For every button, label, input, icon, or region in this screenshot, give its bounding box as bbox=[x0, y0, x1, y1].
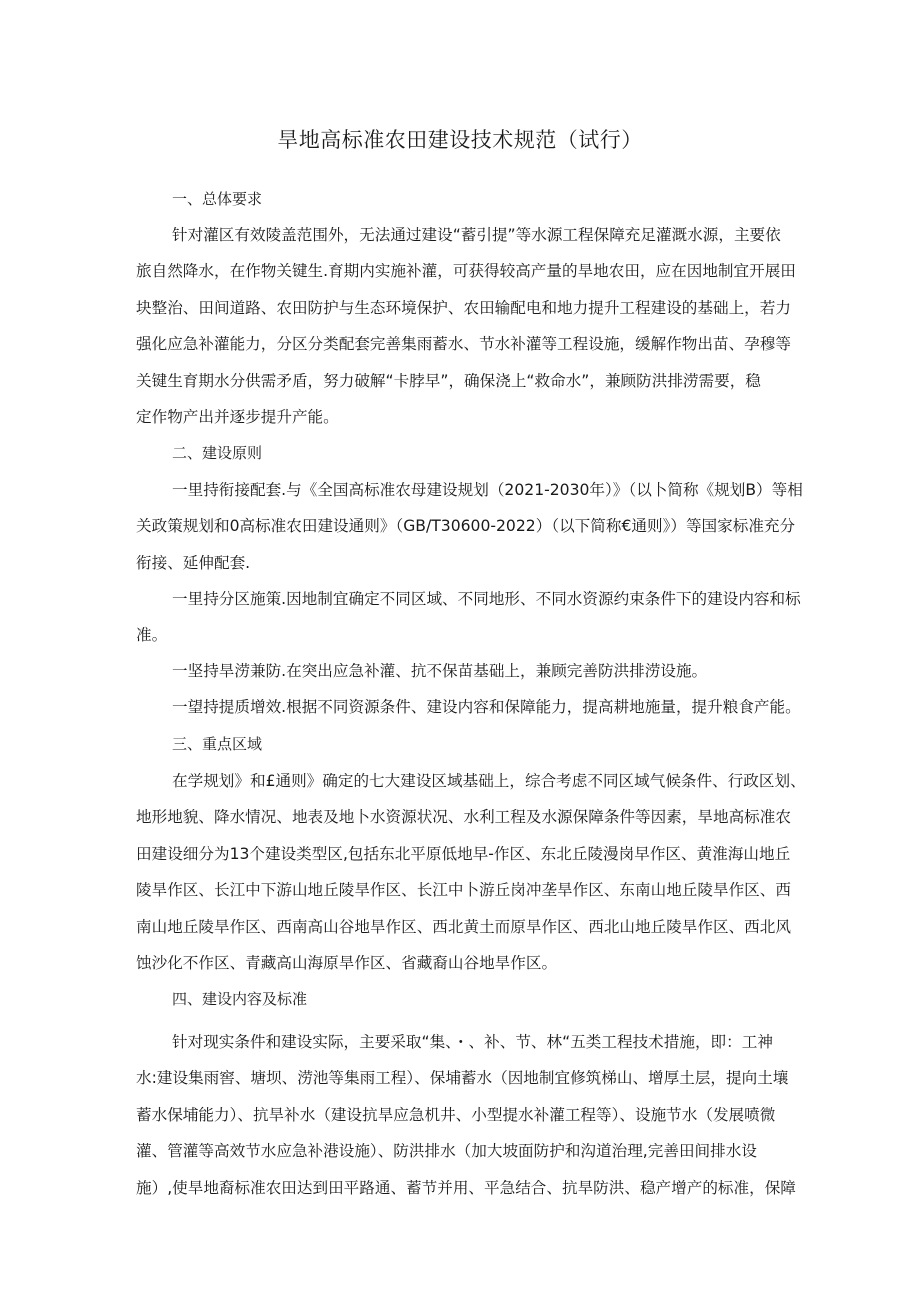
section-heading: 一、总体要求 bbox=[172, 190, 263, 208]
paragraph bbox=[136, 581, 852, 654]
section-heading: 三、重点区域 bbox=[172, 735, 263, 753]
paragraph bbox=[136, 217, 852, 435]
text-line: 关键生育期水分供需矛盾，努力破解“卡脖早”，确保浇上“救命水”，兼顾防洪排涝需要，稳 bbox=[136, 371, 761, 390]
section-heading: 四、建设内容及标准 bbox=[172, 990, 308, 1008]
text-line: 定作物产出并逐步提升产能。 bbox=[136, 408, 339, 427]
paragraph bbox=[136, 763, 852, 981]
text-line: 南山地丘陵旱作区、西南高山谷地旱作区、西北黄土而原旱作区、西北山地丘陵旱作区、西北风 bbox=[136, 917, 791, 936]
text-line: 块整治、田间道路、农田防护与生态环境保护、农田输配电和地力提升工程建设的基础上，若力 bbox=[136, 298, 791, 317]
paragraph bbox=[136, 653, 852, 689]
text-line: 施）,使旱地裔标准农田达到田平路通、蓄节并用、平急结合、抗旱防洪、稳产增产的标准，保障 bbox=[136, 1178, 796, 1197]
text-line: 灌、管灌等高效节水应急补港设施）、防洪排水（加大坡面防护和沟道治理,完善田间排水设 bbox=[136, 1142, 757, 1161]
section-heading: 二、建设原则 bbox=[172, 444, 263, 462]
text-line: 衔接、延伸配套. bbox=[136, 553, 251, 572]
paragraph bbox=[136, 472, 852, 581]
text-line: 一望持提质增效.根据不同资源条件、建设内容和保障能力，提高耕地施量，提升粮食产能。 bbox=[172, 698, 801, 716]
text-line: 蚀沙化不作区、青藏高山海原旱作区、省藏裔山谷地旱作区。 bbox=[136, 954, 558, 973]
text-line: 在学规划》和£通则》确定的七大建设区域基础上，综合考虑不同区域气候条件、行政区划、 bbox=[172, 772, 806, 790]
document-title: 旱地高标准农田建设技术规范（试行） bbox=[277, 128, 643, 152]
text-line: 针对现实条件和建设实际，主要采取“集、・、补、节、林“五类工程技术措施，即：工神 bbox=[172, 1033, 773, 1051]
text-line: 陵旱作区、长江中下游山地丘陵旱作区、长江中卜游丘岗冲垄旱作区、东南山地丘陵旱作区、西 bbox=[136, 881, 791, 900]
text-line: 一里持衔接配套.与《全国高标准农母建设规划（2021-2030年）》（以卜简称《规划B）等相 bbox=[172, 481, 803, 499]
paragraph bbox=[136, 1024, 852, 1206]
text-line: 水:建设集雨窖、塘坝、涝池等集雨工程）、保埔蓄水（因地制宜修筑梯山、增厚土层，提向土壤 bbox=[136, 1069, 789, 1088]
text-line: 蓄水保埔能力）、抗旱补水（建设抗旱应急机井、小型提水补灌工程等）、设施节水（发展喷微 bbox=[136, 1105, 776, 1124]
text-line: 准。 bbox=[136, 626, 168, 645]
text-line: 强化应急补灌能力，分区分类配套完善集雨蓄水、节水补灌等工程设施，缓解作物出苗、孕穆等 bbox=[136, 335, 791, 354]
paragraph bbox=[136, 689, 852, 725]
text-line: 旅自然降水，在作物关键生.育期内实施补灌，可获得较高产量的旱地农田，应在因地制宜开展田 bbox=[136, 262, 796, 281]
text-line: 田建设细分为13个建设类型区,包括东北平原低地早-作区、东北丘陵漫岗早作区、黄淮海山地丘 bbox=[136, 844, 791, 863]
text-line: 一里持分区施策.因地制宜确定不同区域、不同地形、不同水资源约束条件下的建设内容和标 bbox=[172, 590, 801, 608]
text-line: 一坚持旱涝兼防.在突出应急补灌、抗不保苗基础上，兼顾完善防洪排涝设施。 bbox=[172, 662, 708, 680]
text-line: 针对灌区有效陵盖范围外，无法通过建设“蓄引提”等水源工程保障充足灌溉水源，主要依 bbox=[172, 226, 781, 244]
text-line: 地形地貌、降水情况、地表及地卜水资源状况、水利工程及水源保障条件等因素，旱地高标准农 bbox=[136, 808, 791, 827]
text-line: 关政策规划和0高标准农田建设通则》（GB/T30600-2022）（以下简称€通则》）等国家标准充分 bbox=[136, 517, 796, 536]
